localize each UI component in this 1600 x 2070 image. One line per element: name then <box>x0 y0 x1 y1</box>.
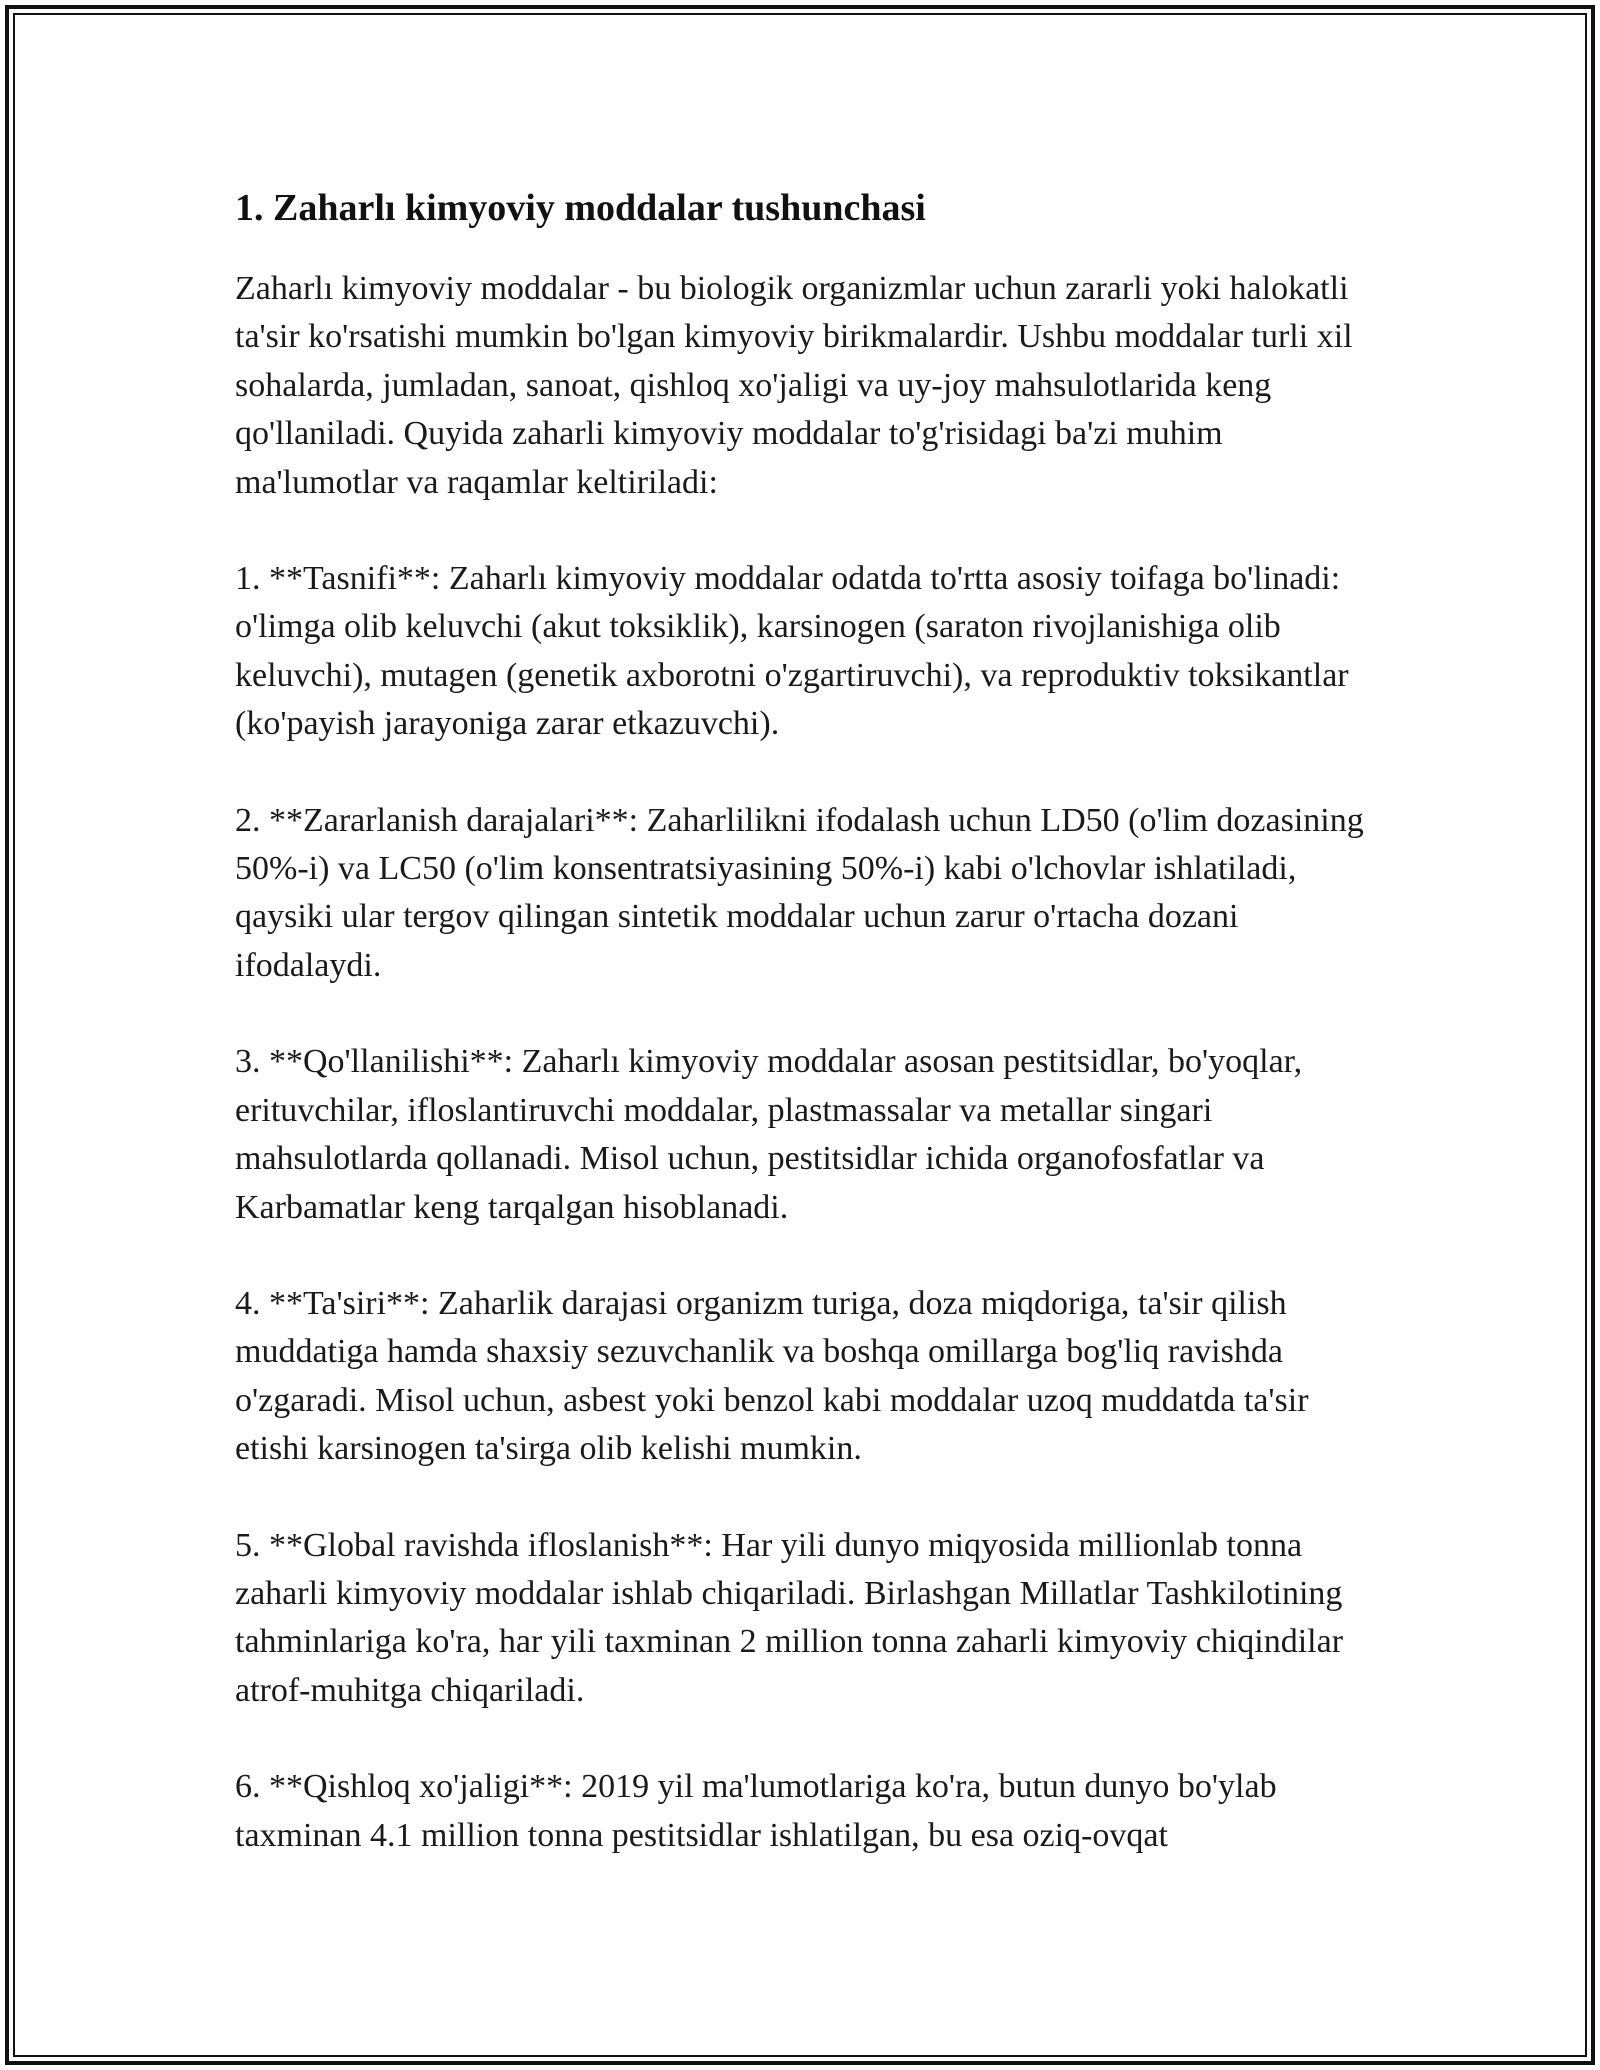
list-item-global-pollution: 5. **Global ravishda ifloslanish**: Har yili dunyo miqyosida millionlab tonna zaharli kimyoviy moddalar ishlab chiqariladi. Birlashgan Millatlar Tashkilotining tahminlariga ko'ra, har yili taxminan 2 million tonna zaharli kimyoviy chiqindilar atrof-muhitga chiqariladi. <box>235 1526 1344 1709</box>
intro-paragraph: Zaharlı kimyoviy moddalar - bu biologik organizmlar uchun zararli yoki halokatli ta'sir ko'rsatishi mumkin bo'lgan kimyoviy birikmalardir. Ushbu moddalar turli xil sohalarda, jumladan, sanoat, qishloq xo'jaligi va uy-joy mahsulotlarida keng qo'llaniladi. Quyida zaharli kimyoviy moddalar to'g'risidagi ba'zi muhim ma'lumotlar va raqamlar keltiriladi: <box>235 270 1353 501</box>
document-body <box>235 183 1365 1908</box>
section-heading: 1. Zaharlı kimyoviy moddalar tushunchasi <box>235 187 926 229</box>
list-item-classification: 1. **Tasnifi**: Zaharlı kimyoviy moddalar odatda to'rtta asosiy toifaga bo'linadi: o'limga olib keluvchi (akut toksiklik), karsinogen (saraton rivojlanishiga olib keluvchi), mutagen (genetik axborotni o'zgartiruvchi), va reproduktiv toksikantlar (ko'payish jarayoniga zarar etkazuvchi). <box>235 560 1349 743</box>
list-item-effect: 4. **Ta'siri**: Zaharlik darajasi organizm turiga, doza miqdoriga, ta'sir qilish muddatiga hamda shaxsiy sezuvchanlik va boshqa omillarga bog'liq ravishda o'zgaradi. Misol uchun, asbest yoki benzol kabi moddalar uzoq muddatda ta'sir etishi karsinogen ta'sirga olib kelishi mumkin. <box>235 1284 1309 1468</box>
list-item-usage: 3. **Qo'llanilishi**: Zaharlı kimyoviy moddalar asosan pestitsidlar, bo'yoqlar, erituvchilar, ifloslantiruvchi moddalar, plastmassalar va metallar singari mahsulotlarda qollanadi. Misol uchun, pestitsidlar ichida organofosfatlar va Karbamatlar keng tarqalgan hisoblanadi. <box>235 1043 1303 1226</box>
list-item-agriculture: 6. **Qishloq xo'jaligi**: 2019 yil ma'lumotlariga ko'ra, butun dunyo bo'ylab taxminan 4.1 million tonna pestitsidlar ishlatilgan, bu esa oziq-ovqat <box>235 1768 1277 1854</box>
list-item-damage-levels: 2. **Zararlanish darajalari**: Zaharlilikni ifodalash uchun LD50 (o'lim dozasining 50%-i) va LC50 (o'lim konsentratsiyasining 50%-i) kabi o'lchovlar ishlatiladi, qaysiki ular tergov qilingan sintetik moddalar uchun zarur o'rtacha dozani ifodalaydi. <box>235 801 1364 984</box>
